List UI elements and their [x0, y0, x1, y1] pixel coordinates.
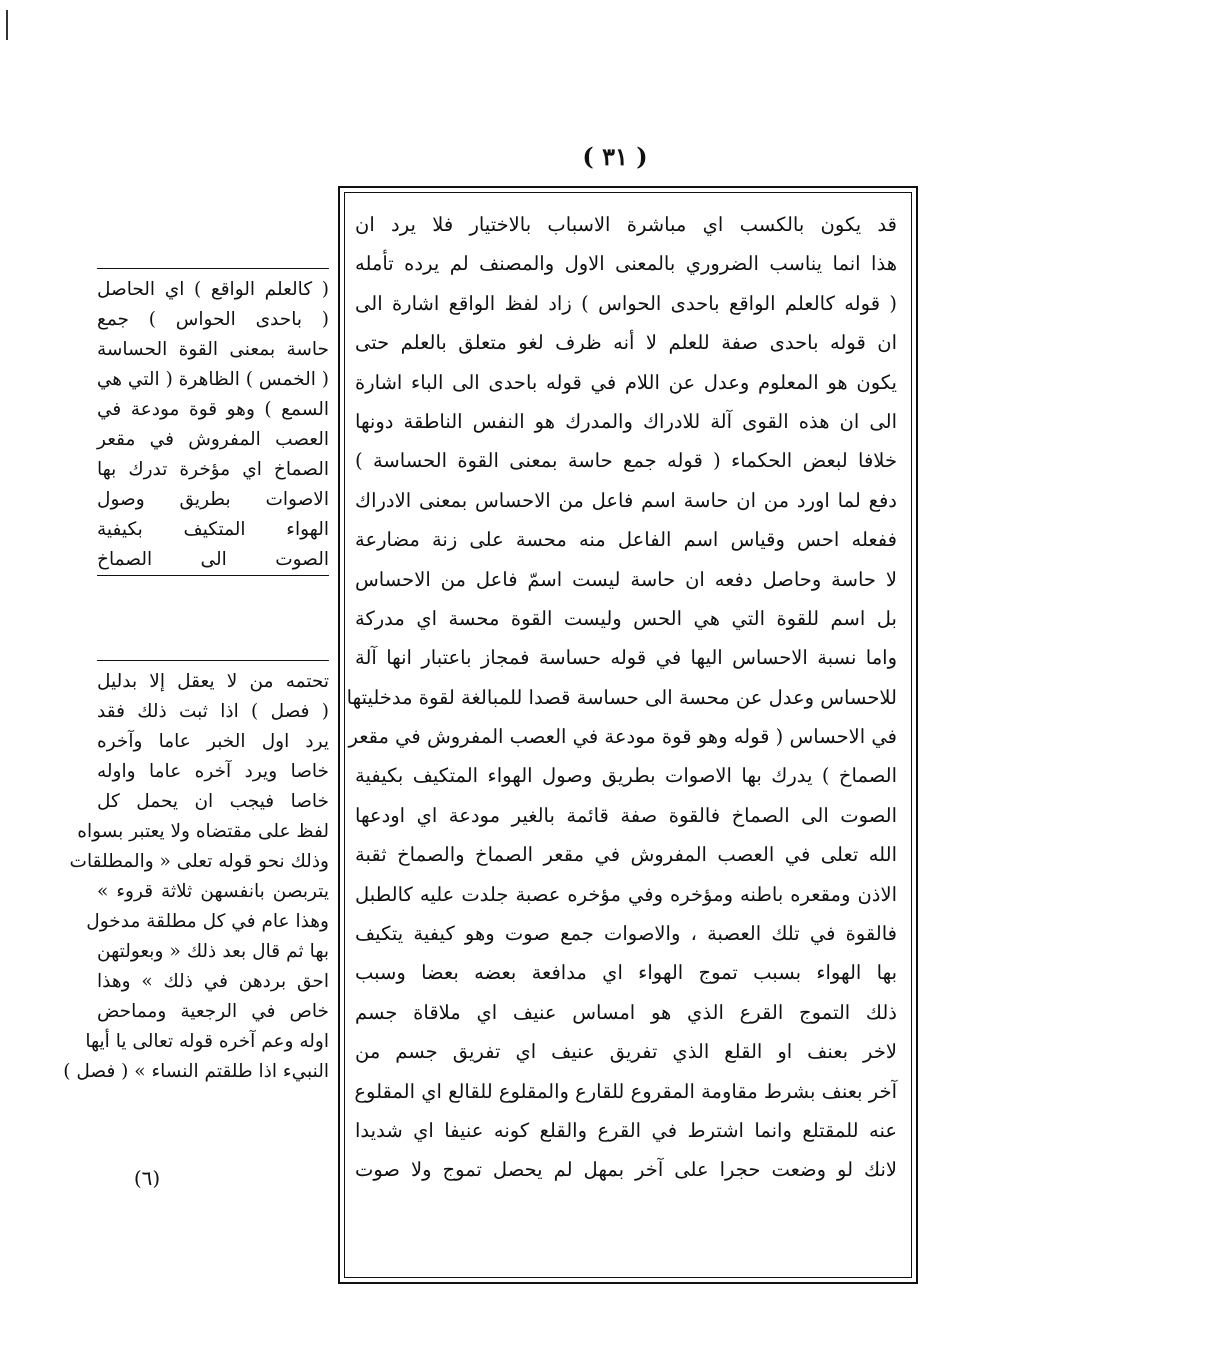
- margin-top-line: ( باحدى الحواس ) جمع: [97, 309, 329, 330]
- margin-bottom-line: يرد اول الخبر عاما وآخره: [97, 731, 329, 752]
- main-text-line: فالقوة في تلك العصبة ، والاصوات جمع صوت وهو كيفية يتكيف: [355, 922, 897, 946]
- margin-bottom-rule: [97, 660, 329, 661]
- margin-bottom-line: وهذا عام في كل مطلقة مدخول: [86, 911, 329, 932]
- margin-top-line: الصوت الى الصماخ: [97, 545, 329, 576]
- margin-bottom-line: ( فصل ) اذا ثبت ذلك فقد: [97, 701, 329, 722]
- margin-bottom-line: النبيء اذا طلقتم النساء » ( فصل ): [63, 1061, 329, 1082]
- margin-top-line: الاصوات بطريق وصول: [97, 489, 329, 510]
- margin-commentary-bottom: [63, 660, 329, 1087]
- scan-edge-mark: [6, 10, 8, 40]
- margin-bottom-line: لفظ على مقتضاه ولا يعتبر بسواه: [77, 821, 329, 842]
- margin-bottom-line: خاصا فيجب ان يحمل كل: [97, 791, 329, 812]
- page-number: ( ٣١ ): [582, 142, 648, 171]
- main-text-line: لا حاسة وحاصل دفعه ان حاسة ليست اسمّ فاعل من الاحساس: [355, 567, 897, 591]
- margin-top-line: السمع ) وهو قوة مودعة في: [97, 399, 329, 420]
- main-text-line: ( قوله كالعلم الواقع باحدى الحواس ) زاد لفظ الواقع اشارة الى: [355, 291, 897, 315]
- main-text-line: ان قوله باحدى صفة للعلم لا أنه ظرف لغو متعلق بالعلم حتى: [355, 331, 897, 355]
- main-text-line: بها الهواء بسبب تموج الهواء اي مدافعة بعضه بعضا وسبب: [355, 961, 897, 985]
- main-text-line: الصماخ ) يدرك بها الاصوات بطريق وصول الهواء المتكيف بكيفية: [355, 764, 897, 788]
- main-text-line: ففعله احس وقياس اسم الفاعل منه محسة على زنة مضارعة: [355, 528, 897, 552]
- main-text-line: بل اسم للقوة التي هي الحس وليست القوة محسة اي مدركة: [355, 606, 897, 630]
- main-text-line: واما نسبة الاحساس اليها في قوله حساسة فمجاز باعتبار انها آلة: [355, 646, 897, 670]
- main-text-line: الله تعلى في العصب المفروش في مقعر الصماخ والصماخ ثقبة: [355, 843, 897, 867]
- main-text-line: لاخر بعنف او القلع الذي تفريق عنيف اي تفريق جسم من: [355, 1040, 897, 1064]
- main-text-body: [344, 192, 912, 1278]
- margin-bottom-line: اوله وعم آخره قوله تعالى يا أيها: [85, 1031, 329, 1052]
- main-text-line: لانك لو وضعت حجرا على آخر بمهل لم يحصل تموج ولا صوت: [355, 1158, 897, 1182]
- main-text-frame: [338, 186, 918, 1284]
- main-text-line: آخر بعنف بشرط مقاومة المقروع للقارع والمقلوع للقالع اي المقلوع: [354, 1079, 897, 1103]
- margin-top-line: ( كالعلم الواقع ) اي الحاصل: [97, 279, 329, 300]
- margin-bottom-line: يتربصن بانفسهن ثلاثة قروء »: [97, 881, 329, 902]
- margin-bottom-line: بها ثم قال بعد ذلك « وبعولتهن: [97, 941, 329, 962]
- margin-top-line: الصماخ اي مؤخرة تدرك بها: [97, 459, 329, 480]
- main-text-line: الصوت الى الصماخ فالقوة صفة قائمة بالغير مودعة اي اودعها: [355, 803, 897, 827]
- main-text-line: عنه للمقتلع وانما اشترط في القرع والقلع كونه عنيفا اي شديدا: [355, 1118, 897, 1142]
- main-text-line: قد يكون بالكسب اي مباشرة الاسباب بالاختيار فلا يرد ان: [355, 213, 897, 236]
- main-text-line: دفع لما اورد من ان حاسة اسم فاعل من الاحساس بمعنى الادراك: [355, 488, 897, 512]
- margin-bottom-line: وذلك نحو قوله تعلى « والمطلقات: [69, 851, 329, 872]
- margin-top-line: العصب المفروش في مقعر: [97, 429, 329, 450]
- margin-page-number: (٦): [133, 1166, 161, 1190]
- margin-commentary-top: [97, 268, 329, 576]
- margin-top-rule: [97, 268, 329, 269]
- margin-top-line: الهواء المتكيف بكيفية: [97, 519, 329, 540]
- margin-bottom-line: احق بردهن في ذلك » وهذا: [97, 971, 329, 992]
- main-text-line: هذا انما يناسب الضروري بالمعنى الاول والمصنف لم يرده تأمله: [355, 252, 897, 276]
- main-text-line: خلافا لبعض الحكماء ( قوله جمع حاسة بمعنى القوة الحساسة ): [355, 449, 897, 473]
- main-text-line: في الاحساس ( قوله وهو قوة مودعة في العصب المفروش في مقعر: [348, 725, 897, 749]
- margin-top-line: ( الخمس ) الظاهرة ( التي هي: [96, 369, 329, 390]
- main-text-line: ذلك التموج القرع الذي هو امساس عنيف اي ملاقاة جسم: [355, 1000, 897, 1024]
- main-text-line: الاذن ومقعره باطنه ومؤخره وفي مؤخره عصبة جلدت عليه كالطبل: [355, 882, 897, 906]
- main-text-line: للاحساس وعدل عن محسة الى حساسة قصدا للمبالغة لقوة مدخليتها: [346, 685, 897, 709]
- margin-bottom-line: خاص في الرجعية ومماحض: [97, 1001, 329, 1022]
- margin-bottom-line: تحتمه من لا يعقل إلا بدليل: [97, 671, 329, 692]
- main-text-line: الى ان هذه القوى آلة للادراك والمدرك هو النفس الناطقة دونها: [355, 409, 897, 433]
- margin-bottom-line: خاصا ويرد آخره عاما واوله: [97, 761, 329, 782]
- margin-top-line: حاسة بمعنى القوة الحساسة: [97, 339, 329, 360]
- main-text-line: يكون هو المعلوم وعدل عن اللام في قوله باحدى الى الباء اشارة: [355, 370, 897, 394]
